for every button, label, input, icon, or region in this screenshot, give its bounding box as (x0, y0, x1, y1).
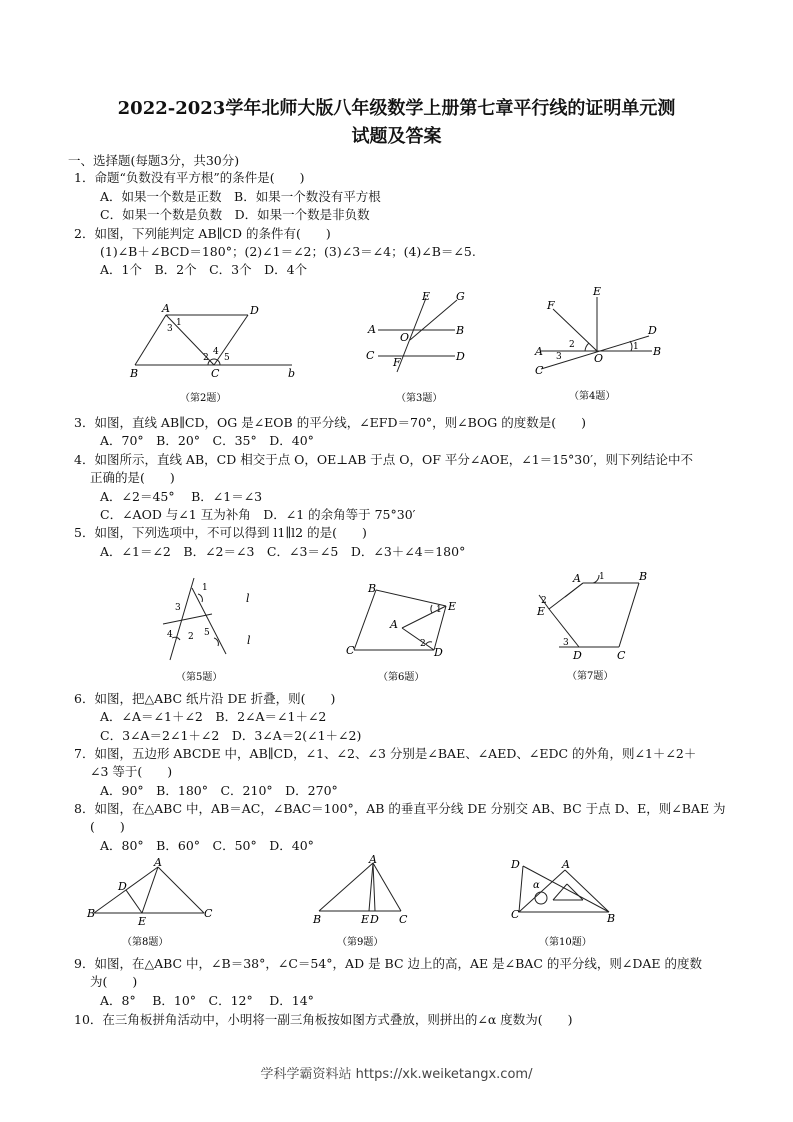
q4-stem: 4．如图所示，直线 AB，CD 相交于点 O，OE⊥AB 于点 O，OF 平分∠AOE，∠1＝15°30′，则下列结论中不 (74, 452, 694, 467)
label-B: B (607, 912, 616, 925)
q4-options-ab: A．∠2＝45° B．∠1＝∠3 (100, 489, 263, 504)
page-title-line2: 试题及答案 (351, 126, 442, 147)
label-A: A (154, 856, 162, 869)
q1-stem: 1．命题“负数没有平方根”的条件是( ) (74, 170, 305, 185)
q6-options-ab: A．∠A＝∠1＋∠2 B．2∠A＝∠1＋∠2 (100, 709, 327, 724)
label-b: b (288, 367, 296, 380)
figure-q5 (158, 568, 273, 688)
angle-4: 4 (167, 630, 173, 640)
caption-q9: （第9题） (337, 937, 384, 948)
figure-q8 (84, 855, 219, 955)
figure-q2 (120, 298, 310, 408)
angle-2: 2 (203, 353, 209, 363)
label-E: E (361, 913, 370, 926)
figure-q10 (505, 852, 625, 957)
label-l2: l (247, 634, 251, 647)
q1-options-cd: C．如果一个数是负数 D．如果一个数是非负数 (100, 207, 370, 222)
q1-options-ab: A．如果一个数是正数 B．如果一个数没有平方根 (100, 189, 381, 204)
angle-5: 5 (224, 353, 230, 363)
q3-stem: 3．如图，直线 AB∥CD，OG 是∠EOB 的平分线，∠EFD＝70°，则∠BOG 的度数是( ) (74, 415, 587, 430)
angle-3: 3 (175, 603, 181, 613)
label-B: B (456, 324, 465, 337)
angle-1: 1 (202, 583, 208, 593)
label-D: D (648, 324, 657, 337)
q9-options: A．8° B．10° C．12° D．14° (100, 993, 314, 1008)
caption-q3: （第3题） (396, 393, 443, 404)
section-heading: 一、选择题(每题3分，共30分) (68, 153, 240, 168)
label-l1: l (246, 592, 250, 605)
q8-stem: 8．如图，在△ABC 中，AB＝AC，∠BAC＝100°，AB 的垂直平分线 DE 分别交 AB、BC 于点 D、E，则∠BAE 为 (74, 801, 726, 816)
q10-stem: 10．在三角板拼角活动中，小明将一副三角板按如图方式叠放，则拼出的∠α 度数为( ) (74, 1012, 573, 1027)
q5-stem: 5．如图，下列选项中，不可以得到 l1∥l2 的是( ) (74, 525, 367, 540)
label-C: C (211, 367, 220, 380)
q9-stem-cont: 为( ) (90, 974, 138, 989)
angle-1: 1 (176, 318, 182, 328)
label-G: G (456, 290, 465, 303)
angle-4: 4 (213, 347, 219, 357)
label-B: B (368, 582, 377, 595)
q7-stem-cont: ∠3 等于( ) (90, 764, 173, 779)
label-E: E (138, 915, 147, 928)
q9-stem: 9．如图，在△ABC 中，∠B＝38°，∠C＝54°，AD 是 BC 边上的高，AE 是∠BAC 的平分线，则∠DAE 的度数 (74, 956, 702, 971)
label-F: F (393, 356, 401, 369)
angle-3: 3 (556, 352, 562, 362)
caption-q6: （第6题） (378, 672, 425, 683)
angle-2: 2 (188, 632, 194, 642)
label-B: B (130, 367, 139, 380)
label-C: C (204, 907, 213, 920)
label-D: D (511, 858, 520, 871)
q3-options: A．70° B．20° C．35° D．40° (100, 433, 314, 448)
q4-stem-cont: 正确的是( ) (90, 470, 175, 485)
caption-q2: （第2题） (180, 393, 227, 404)
caption-q7: （第7题） (567, 671, 614, 682)
angle-2: 2 (420, 639, 426, 649)
q5-options: A．∠1＝∠2 B．∠2＝∠3 C．∠3＝∠5 D．∠3＋∠4＝180° (100, 544, 466, 559)
angle-1: 1 (599, 572, 605, 582)
label-B: B (87, 907, 96, 920)
label-C: C (366, 349, 375, 362)
angle-1: 1 (436, 605, 442, 615)
figure-q4 (527, 283, 672, 408)
caption-q10: （第10题） (539, 937, 592, 948)
label-E: E (537, 605, 546, 618)
label-C: C (399, 913, 408, 926)
caption-q5: （第5题） (176, 672, 223, 683)
angle-2: 2 (541, 596, 547, 606)
label-C: C (535, 364, 544, 377)
label-A: A (535, 345, 543, 358)
q6-stem: 6．如图，把△ABC 纸片沿 DE 折叠，则( ) (74, 691, 336, 706)
label-D: D (370, 913, 379, 926)
angle-5: 5 (204, 628, 210, 638)
label-D: D (250, 304, 259, 317)
q2-stem: 2．如图，下列能判定 AB∥CD 的条件有( ) (74, 226, 331, 241)
label-E: E (593, 285, 602, 298)
angle-2: 2 (569, 340, 575, 350)
q7-options: A．90° B．180° C．210° D．270° (100, 783, 338, 798)
angle-alpha: α (533, 880, 540, 891)
angle-1: 1 (633, 342, 639, 352)
q7-stem: 7．如图，五边形 ABCDE 中，AB∥CD，∠1、∠2、∠3 分别是∠BAE、∠AED、∠EDC 的外角，则∠1＋∠2＋ (74, 746, 697, 761)
label-D: D (434, 646, 443, 659)
label-F: F (547, 299, 555, 312)
footer-watermark: 学科学霸资料站 https://xk.weiketangx.com/ (260, 1067, 533, 1082)
label-B: B (639, 570, 648, 583)
label-A: A (162, 302, 170, 315)
q2-options: A．1个 B．2个 C．3个 D．4个 (100, 262, 308, 277)
label-A: A (390, 618, 398, 631)
q6-options-cd: C．3∠A＝2∠1＋∠2 D．3∠A＝2(∠1＋∠2) (100, 728, 362, 743)
caption-q8: （第8题） (122, 937, 169, 948)
label-O: O (594, 352, 604, 365)
label-A: A (369, 853, 377, 866)
angle-3: 3 (167, 324, 173, 334)
label-E: E (422, 290, 431, 303)
label-O: O (400, 331, 410, 344)
q8-stem-cont: ( ) (90, 819, 125, 834)
label-A: A (368, 323, 376, 336)
label-C: C (511, 908, 520, 921)
label-C: C (346, 644, 355, 657)
label-C: C (617, 649, 626, 662)
angle-3: 3 (563, 638, 569, 648)
label-D: D (456, 350, 465, 363)
page-title: 2022-2023学年北师大版八年级数学上册第七章平行线的证明单元测 (117, 98, 676, 119)
label-E: E (448, 600, 457, 613)
label-A: A (562, 858, 570, 871)
q4-options-cd: C．∠AOD 与∠1 互为补角 D．∠1 的余角等于 75°30′ (100, 507, 416, 522)
caption-q4: （第4题） (569, 391, 616, 402)
label-B: B (313, 913, 322, 926)
figure-q6 (340, 570, 470, 688)
label-D: D (118, 880, 127, 893)
figure-q3 (360, 290, 480, 408)
figure-q9 (305, 853, 420, 955)
q2-conditions: (1)∠B＋∠BCD＝180°；(2)∠1＝∠2；(3)∠3＝∠4；(4)∠B＝∠5. (100, 244, 476, 259)
label-B: B (653, 345, 662, 358)
q8-options: A．80° B．60° C．50° D．40° (100, 838, 314, 853)
label-D: D (573, 649, 582, 662)
figure-q7 (527, 565, 667, 687)
label-A: A (573, 572, 581, 585)
